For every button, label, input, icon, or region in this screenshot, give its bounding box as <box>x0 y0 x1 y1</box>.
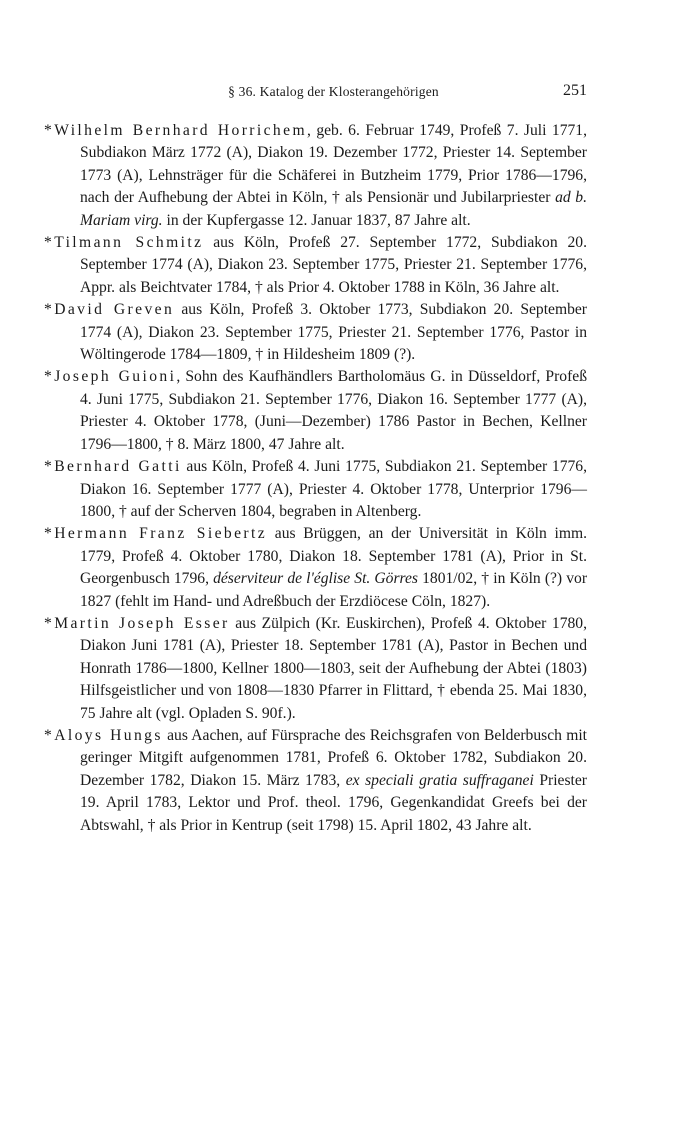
catalog-entry <box>44 120 587 232</box>
entry-name: *Wilhelm Bernhard Horrichem <box>44 122 307 139</box>
entry-text: aus Köln, Profeß 3. Oktober 1773, Subdiakon 20. September 1774 (A), Diakon 23. September 1775, Priester 21. September 1776, Pastor in Wöltingerode 1784—1809, † in Hildesheim 1809 (?). <box>80 301 588 364</box>
entry-text: , Sohn des Kaufhändlers Bartholomäus G. in Düsseldorf, Profeß 4. Juni 1775, Subdiakon 21. September 1776, Diakon 16. September 1777 (A), Priester 4. Oktober 1778, (Juni—Dezember) 1786 Pastor in Bechen, Kellner 1796—1800, † 8. März 1800, 47 Jahre alt. <box>80 368 587 453</box>
entry-name: *Hermann Franz Siebertz <box>44 525 268 543</box>
entry-name: *Martin Joseph Esser <box>44 614 230 632</box>
entry-name: *David Greven <box>44 301 175 319</box>
entry-text: , geb. 6. Februar 1749, Profeß 7. Juli 1771, Subdiakon März 1772 (A), Diakon 19. Dezember 1772, Priester 14. September 1773 (A), Lehnsträger für die Schäferei in Butzheim 1779, Prior 1786—1796, nach der Aufhebung der Abtei in Köln, † als Pensionär und Jubilarpriester <box>80 122 587 207</box>
entry-latin-phrase: déserviteur de l'église St. Görres <box>213 570 419 588</box>
entry-text: 1801/02, † in Köln (?) vor 1827 (fehlt im Hand- und Adreßbuch der Erzdiöcese Cöln, 1827). <box>80 570 588 610</box>
entry-name: *Joseph Guioni <box>44 368 177 386</box>
catalog-entry <box>44 725 587 837</box>
entry-text: aus Köln, Profeß 27. September 1772, Subdiakon 20. September 1774 (A), Diakon 23. September 1775, Priester 21. September 1776, Appr. als Beichtvater 1784, † als Prior 4. Oktober 1788 in Köln, 36 Jahre alt. <box>80 234 587 296</box>
entry-name: *Tilmann Schmitz <box>44 234 204 252</box>
entry-name: *Aloys Hungs <box>44 726 163 744</box>
entry-text: aus Zülpich (Kr. Euskirchen), Profeß 4. Oktober 1780, Diakon Juni 1781 (A), Priester 18. September 1781 (A), Pastor in Bechen und Honrath 1786—1800, Kellner 1800—1803, seit der Aufhebung der Abtei (1803) Hilfsgeistlicher und von 1808—1830 Pfarrer in Flittard, † ebenda 25. Mai 1830, 75 Jahre alt (vgl. Opladen S. 90f.). <box>80 614 587 722</box>
catalog-entries <box>44 120 587 837</box>
entry-latin-phrase: ad b. Mariam virg. <box>80 189 587 229</box>
entry-text: aus Köln, Profeß 4. Juni 1775, Subdiakon 21. September 1776, Diakon 16. September 1777 (A), Priester 4. Oktober 1778, Unterprior 1796—1800, † auf der Scherven 1804, begraben in Altenberg. <box>80 458 587 520</box>
entry-name: *Bernhard Gatti <box>44 458 182 476</box>
catalog-entry <box>44 456 587 523</box>
entry-text: aus Brüggen, an der Universität in Köln imm. 1779, Profeß 4. Oktober 1780, Diakon 18. September 1781 (A), Prior in St. Georgenbusch 1796, <box>80 525 587 588</box>
entry-text: in der Kupfergasse 12. Januar 1837, 87 Jahre alt. <box>162 211 471 229</box>
catalog-entry <box>44 299 587 366</box>
page-header <box>80 82 587 104</box>
catalog-entry <box>44 613 587 725</box>
entry-latin-phrase: ex speciali gratia suffraganei <box>345 771 534 789</box>
running-head: § 36. Katalog der Klosterangehörigen <box>228 84 439 99</box>
catalog-entry <box>44 232 587 299</box>
catalog-entry <box>44 523 587 613</box>
entry-text: Priester 19. April 1783, Lektor und Prof. theol. 1796, Gegenkandidat Greefs bei der Abtswahl, † als Prior in Kentrup (seit 1798) 15. April 1802, 43 Jahre alt. <box>80 771 587 834</box>
entry-text: aus Aachen, auf Fürsprache des Reichsgrafen von Belderbusch mit geringer Mitgift aufgenommen 1781, Profeß 6. Oktober 1782, Subdiakon 20. Dezember 1782, Diakon 15. März 1783, <box>80 726 587 789</box>
page-number: 251 <box>563 82 587 99</box>
catalog-entry <box>44 366 587 456</box>
